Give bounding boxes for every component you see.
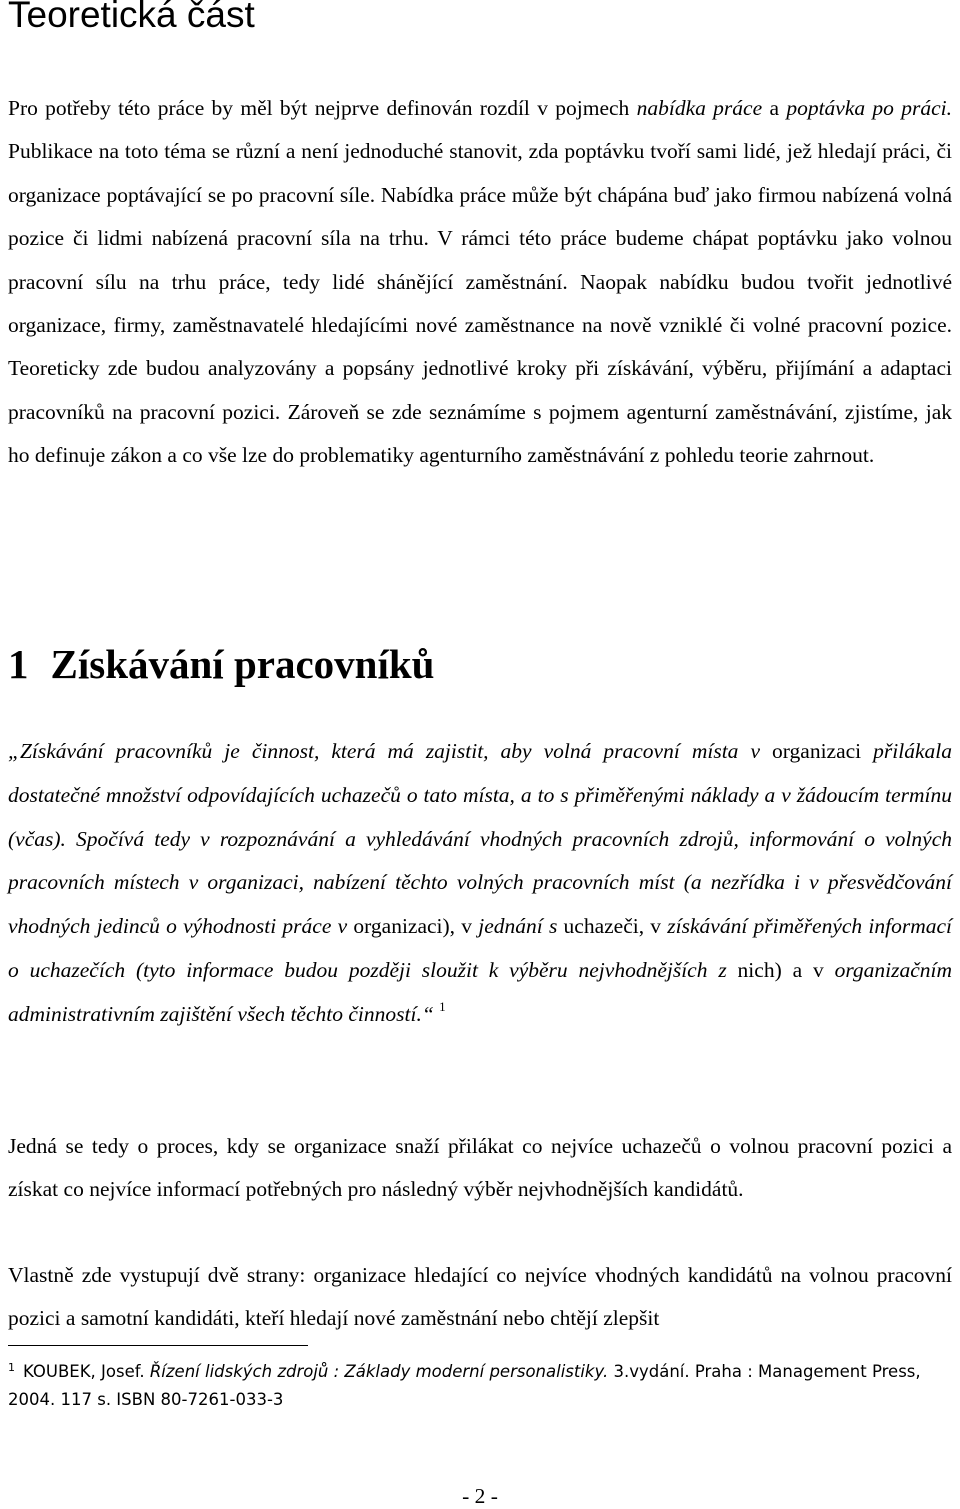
chapter-title: Získávání pracovníků xyxy=(50,641,435,687)
paragraph-process: Jedná se tedy o proces, kdy se organizace snaží přilákat co nejvíce uchazečů o volnou pracovní pozici a získat co nejvíce informací potřebných pro následný výběr nejvhodnějších kandidátů. xyxy=(8,1134,952,1201)
quote-text-2: organizaci xyxy=(772,739,862,763)
footnote-marker: 1 xyxy=(8,1361,15,1374)
intro-text-2: a xyxy=(762,96,787,120)
intro-term-supply: nabídka práce xyxy=(636,96,763,120)
chapter-heading xyxy=(8,640,434,688)
footnote-reference[interactable]: 1 xyxy=(439,998,446,1014)
paragraph-two-sides: Vlastně zde vystupují dvě strany: organizace hledající co nejvíce vhodných kandidátů na volnou pracovní pozici a samotní kandidáti, kteří hledají nové zaměstnání nebo chtějí zlepšit xyxy=(8,1263,952,1330)
footnote-separator xyxy=(8,1345,308,1346)
section-title: Teoretická část xyxy=(8,0,255,35)
quote-close-mark: “ xyxy=(421,1001,434,1026)
footnote-publication: 3.vydání. Praha : Management Press, 2004. 117 s. ISBN 80-7261-033-3 xyxy=(8,1362,921,1409)
footnote-author: KOUBEK, Josef. xyxy=(23,1362,150,1381)
page-number: - 2 - xyxy=(462,1484,498,1508)
quote-text-5: organizaci), v xyxy=(353,914,479,939)
quote-text-7: uchazeči, v xyxy=(563,914,668,939)
quote-text-8: získávání přiměřených informací o uchazečích (tyto informace budou později sloužit k xyxy=(8,914,952,982)
quote-paragraph xyxy=(8,730,952,1039)
quote-text-11: organizačním administrativním zajištění všech těchto činností. xyxy=(8,957,953,1026)
intro-text-3: Publikace na toto téma se různí a není jednoduché stanovit, zda poptávku tvoří sami lidé, jež hledají práci, či organizace poptávající se po pracovní síle. Nabídka práce může být chápána buď jako firmou nabízená volná pozice či lidmi nabízená pracovní síla na trhu. V rámci této práce budeme chápat poptávku jako volnou pracovní sílu na trhu práce, tedy lidé shánějící zaměstnání. Naopak nabídku budou tvořit jednotlivé organizace, firmy, zaměstnavatelé hledajícími nové zaměstnance na nově vzniklé či volné pracovní pozice. Teoreticky zde budou analyzovány a popsány jednotlivé kroky při získávání, výběru, přijímání a adaptaci pracovníků na pracovní pozici. Zároveň se zde seznámíme s pojmem agenturní zaměstnávání, zjistíme, jak ho definuje zákon a co vše lze do problematiky agenturního zaměstnávání z pohledu teorie zahrnout. xyxy=(8,139,952,468)
quote-text-9: výběru nejvhodnějších z xyxy=(509,957,738,982)
quote-text-3: přilákala dostatečné množství odpovídajících uchazečů o tato místa, a to s xyxy=(8,739,952,807)
quote-text-4: přiměřenými náklady a v žádoucím termínu (včas). Spočívá tedy v rozpoznávání a vyhledávání vhodných pracovních zdrojů, informování o volných pracovních místech v organizaci, nabízení těchto volných pracovních míst (a nezřídka i v přesvědčování vhodných jedinců o výhodnosti práce v xyxy=(8,782,952,939)
footnote xyxy=(8,1359,938,1413)
intro-text-1: Pro potřeby této práce by měl být nejprve definován rozdíl v pojmech xyxy=(8,96,637,120)
intro-paragraph xyxy=(8,87,952,478)
quote-text-6: jednání s xyxy=(478,914,564,939)
footnote-title: Řízení lidských zdrojů : Základy moderní personalistiky. xyxy=(149,1362,609,1381)
chapter-number: 1 xyxy=(8,641,29,687)
quote-text-1: „Získávání pracovníků je činnost, která má zajistit, aby volná pracovní místa v xyxy=(8,739,772,763)
intro-term-demand: poptávka po práci. xyxy=(786,96,952,120)
quote-text-10: nich) a v xyxy=(737,957,835,982)
